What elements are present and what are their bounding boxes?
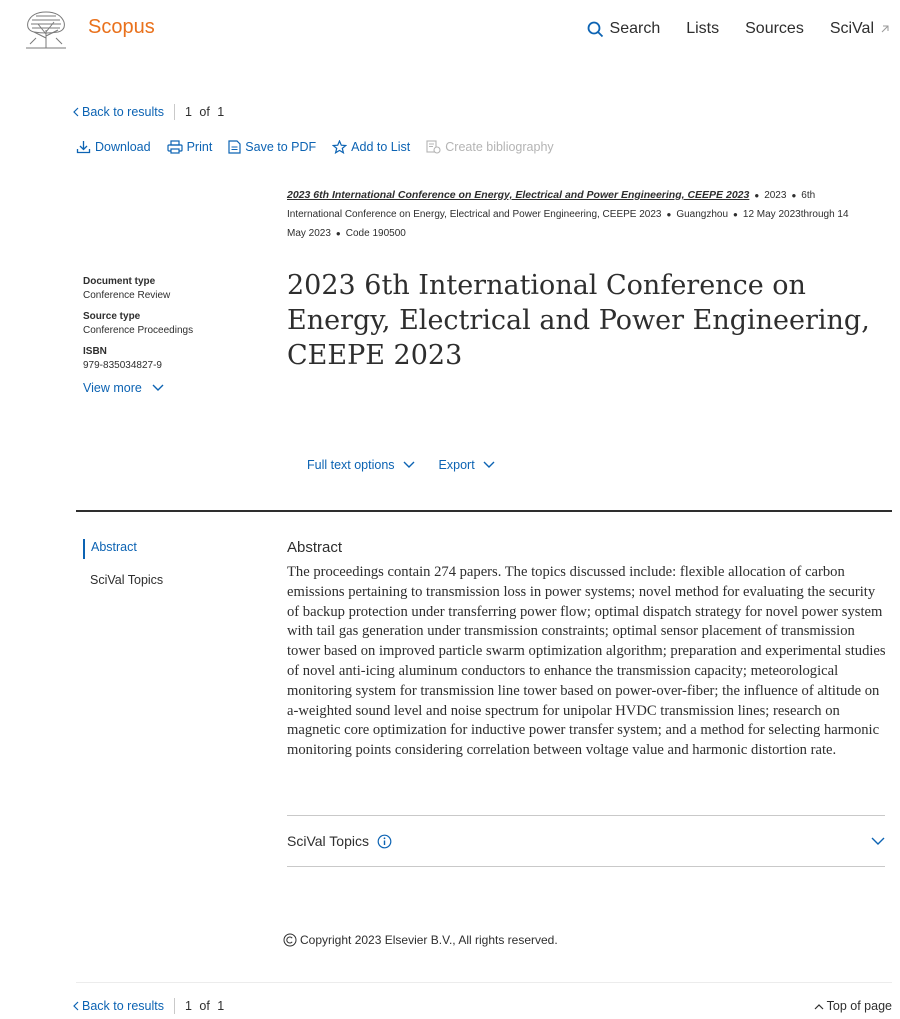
isbn-label: ISBN [83,346,107,357]
download-icon [76,140,91,154]
document-toolbar [76,139,554,154]
nav-scival[interactable] [830,20,890,38]
sidenav-item-abstract[interactable]: Abstract [83,539,163,559]
download-label: Download [95,139,151,154]
back-to-results-link[interactable] [72,105,164,119]
view-more-button[interactable] [83,381,253,395]
full-text-options-label: Full text options [307,458,395,472]
scival-topics-label: SciVal Topics [287,833,369,849]
results-navigation [72,104,224,120]
results-navigation-bottom [72,998,224,1014]
top-of-page-link[interactable] [814,999,892,1013]
save-to-pdf-button[interactable] [228,140,316,154]
chevron-down-icon [871,837,885,846]
chevron-down-icon [152,384,164,392]
section-divider [76,510,892,512]
source-type-value: Conference Proceedings [83,325,194,336]
chevron-left-icon [72,107,79,117]
document-type-value: Conference Review [83,290,171,301]
download-button[interactable] [76,140,151,154]
external-link-icon [880,24,890,34]
source-title-link[interactable]: 2023 6th International Conference on Energy, Electrical and Power Engineering, CEEPE 2023 [287,189,750,202]
print-button[interactable] [167,140,213,154]
elsevier-logo[interactable] [22,8,70,50]
save-to-pdf-label: Save to PDF [245,139,317,154]
bullet: ● [335,229,341,239]
result-pager: 1 of 1 [184,999,225,1013]
nav-lists-label: Lists [686,20,720,37]
source-conference: International Conference on Energy, Electrical and Power Engineering, CEEPE 2023 [287,209,662,221]
nav-search-label: Search [609,20,661,37]
bullet: ● [791,191,797,200]
bullet: ● [733,210,738,220]
copyright-icon [283,933,297,947]
pdf-icon [228,140,241,154]
source-type-label: Source type [83,311,141,322]
source-info [287,186,892,243]
divider [174,998,175,1014]
divider [174,104,175,120]
copyright-text: Copyright 2023 Elsevier B.V., All rights reserved. [300,933,558,947]
bullet: ● [666,210,672,220]
create-bibliography-button[interactable] [426,139,553,154]
add-to-list-button[interactable] [332,140,410,154]
nav-scival-label: SciVal [829,20,874,37]
abstract-heading: Abstract [287,539,343,556]
bibliography-icon [426,139,441,154]
document-meta [83,276,253,395]
star-icon [332,140,347,154]
document-options [307,458,495,472]
nav-lists[interactable] [686,20,719,38]
back-to-results-label: Back to results [82,999,164,1013]
nav-search[interactable] [587,20,661,38]
nav-sources[interactable] [745,20,804,38]
bullet: ● [754,191,760,200]
search-icon [587,21,604,38]
full-text-options-button[interactable] [307,458,415,472]
top-of-page-label: Top of page [826,999,892,1013]
result-pager: 1 of 1 [184,105,225,119]
section-sidenav [83,539,163,605]
print-icon [167,140,183,154]
chevron-down-icon [403,461,415,469]
abstract-text: The proceedings contain 274 papers. The topics discussed include: flexible allocation of carbon emissions pertaining to transmission loss in power systems; novel method for evaluating the security of backup protection under transferring power flow; optimal dispatch strategy for novel power system with tail gas generation under transmission constraints; optimal sensor placement of transmission tower based on improved particle swarm optimization algorithm; preparation and experimental studies of novel anti-icing aluminum conductors to enhance the transmission capacity; meteorological monitoring system for transmission line tower based on power-over-fiber; the influence of altitude on a-weighted sound level and noise spectrum for unipolar HVDC transmission lines; research on magnetic core optimization for inductive power transfer system; and a method for selecting harmonic monitoring points considering correlation between voltage value and harmonic distortion rate. [287,564,886,759]
copyright [283,933,558,947]
nav-sources-label: Sources [745,20,804,37]
chevron-down-icon [483,461,495,469]
scival-topics-accordion[interactable] [287,815,885,867]
document-title: 2023 6th International Conference on Energy, Electrical and Power Engineering, CEEPE 2023 [287,270,870,371]
export-button[interactable] [439,458,495,472]
print-label: Print [186,139,213,154]
source-edition: 6th [801,190,816,202]
top-nav [587,20,890,38]
source-dates: 12 May 2023through 14 [742,209,849,221]
chevron-left-icon [72,1001,79,1011]
source-location: Guangzhou [676,209,729,221]
add-to-list-label: Add to List [351,139,411,154]
back-to-results-label: Back to results [82,105,164,119]
view-more-label: View more [83,381,142,395]
source-year: 2023 [764,190,787,202]
source-code: Code 190500 [345,228,406,240]
source-dates-end: May 2023 [287,228,331,240]
scopus-brand[interactable]: Scopus [88,16,155,38]
info-icon[interactable] [377,834,392,849]
chevron-up-icon [814,1003,824,1010]
export-label: Export [438,458,475,472]
document-type-label: Document type [83,276,156,287]
create-bibliography-label: Create bibliography [445,139,554,154]
back-to-results-link[interactable] [72,999,164,1013]
isbn-value: 979-835034827-9 [83,360,162,371]
sidenav-item-scival-topics[interactable]: SciVal Topics [90,573,164,587]
footer-divider [76,982,892,983]
